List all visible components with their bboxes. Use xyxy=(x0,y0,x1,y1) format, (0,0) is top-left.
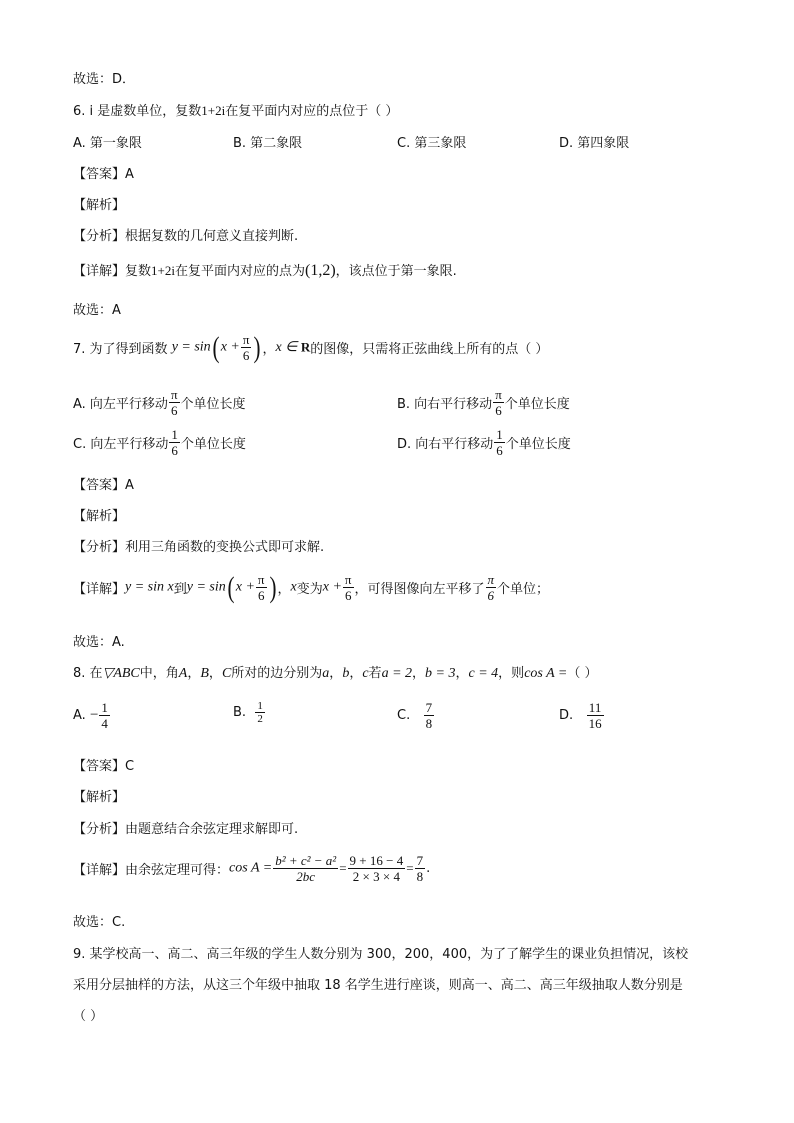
opt-text: C. 向左平行移动 xyxy=(73,437,169,452)
xiangjie-tag: 【详解】 xyxy=(73,582,126,597)
frac-num: π xyxy=(242,332,250,347)
q8-stem xyxy=(73,662,597,682)
frac-num: 11 xyxy=(588,700,602,715)
q8-text: 中，角 xyxy=(139,666,179,681)
q6-stem-tail: 在复平面内对应的点位于（ ） xyxy=(225,104,399,119)
xj-tail: ，可得图像向左平移了 xyxy=(354,582,485,597)
q8-side-c: c xyxy=(362,666,369,681)
xj-end: . xyxy=(426,861,431,876)
paren-right: ) xyxy=(269,570,276,604)
fenxi-text: 利用三角函数的变换公式即可求解. xyxy=(125,540,325,555)
answer-tag: 【答案】 xyxy=(73,478,126,493)
frac-den: 6 xyxy=(171,443,178,458)
q6-fenxi xyxy=(73,225,298,244)
opt-text: D. 向右平行移动 xyxy=(397,437,494,452)
q7-option-c xyxy=(73,427,246,458)
q8-xiangjie xyxy=(73,853,430,884)
xj-eq: = xyxy=(406,860,414,876)
answer-tag: 【答案】 xyxy=(73,759,126,774)
q6-option-a: A. 第一象限 xyxy=(73,136,142,151)
q8-comma: ， xyxy=(349,666,363,681)
q7-fn-lhs: y = sin xyxy=(171,339,211,355)
xj-x-plus: x + xyxy=(235,579,255,595)
q6-answer xyxy=(73,163,134,182)
q8-side-a: a xyxy=(322,666,330,681)
q9-line-1: 9. 某学校高一、高二、高三年级的学生人数分别为 300，200，400，为了了解学生的课业负担情况，该校 xyxy=(73,947,689,962)
xiangjie-tag: 【详解】 xyxy=(73,863,126,878)
opt-text: A. 向左平行移动 xyxy=(73,397,168,412)
frac-den: 6 xyxy=(486,587,497,603)
opt-unit: 个单位长度 xyxy=(180,397,246,412)
answer-value: A xyxy=(125,167,134,182)
q8-option-b xyxy=(233,700,266,725)
q7-comma: ， xyxy=(262,342,276,357)
frac-den: 8 xyxy=(416,869,424,884)
xj-frac-pi6 xyxy=(256,572,267,603)
frac-den: 2bc xyxy=(273,868,338,884)
answer-tag: 【答案】 xyxy=(73,167,126,182)
q8-eq-b: b = 3 xyxy=(425,666,456,681)
q7-frac-pi6 xyxy=(241,332,252,363)
q7-domain: x ∈ xyxy=(275,340,301,355)
q8-option-a xyxy=(73,700,111,731)
frac-den: 4 xyxy=(101,716,108,731)
q7-stem-text: 7. 为了得到函数 xyxy=(73,342,168,357)
q8-side-b: b xyxy=(342,666,350,681)
q8-text: ，则 xyxy=(498,666,525,681)
xj-eq: = xyxy=(339,860,347,876)
q9-line-2: 采用分层抽样的方法，从这三个年级中抽取 18 名学生进行座谈，则高一、高二、高三年级抽取人数分别是 xyxy=(73,978,683,993)
fenxi-tag: 【分析】 xyxy=(73,229,126,244)
q8-answer xyxy=(73,755,134,774)
frac-num: π xyxy=(495,387,502,402)
xj-point: (1,2) xyxy=(305,262,336,279)
frac-num: b² + c² − a² xyxy=(275,853,337,868)
opt-frac xyxy=(493,387,504,418)
q7-option-a xyxy=(73,387,246,418)
frac-num: π xyxy=(170,387,178,402)
q7-analysis-tag: 【解析】 xyxy=(73,509,126,524)
frac-num: 7 xyxy=(416,853,424,868)
opt-frac xyxy=(99,700,110,731)
opt-unit: 个单位长度 xyxy=(505,437,571,452)
q8-analysis-tag: 【解析】 xyxy=(73,790,126,805)
q8-text: 若 xyxy=(368,666,382,681)
frac-num: π xyxy=(344,572,352,587)
q7-fn-x: x + xyxy=(220,339,240,355)
xj-frac-pi6-b xyxy=(343,572,354,603)
xj-frac-1 xyxy=(273,853,338,884)
q6-option-b: B. 第二象限 xyxy=(233,136,303,151)
q8-cosa: cos A = xyxy=(524,666,568,681)
frac-den: 8 xyxy=(425,716,433,731)
q7-option-d xyxy=(397,427,571,458)
q6-xiangjie xyxy=(73,260,457,280)
q8-angle-c: C xyxy=(221,666,232,681)
xj-frac-3 xyxy=(415,853,426,884)
opt-text: B. 向右平行移动 xyxy=(397,397,493,412)
xj-text: ，该点位于第一象限. xyxy=(335,264,457,279)
xj-x: x xyxy=(290,579,297,595)
opt-frac xyxy=(494,427,505,458)
opt-label: D. xyxy=(559,708,574,723)
q8-eq-a: a = 2 xyxy=(381,666,413,681)
answer-value: A xyxy=(125,478,134,493)
frac-den: 6 xyxy=(343,587,354,603)
q8-angle-b: B xyxy=(200,666,209,681)
q8-fenxi xyxy=(73,818,298,837)
xj-to: 到 xyxy=(173,582,187,597)
frac-den: 6 xyxy=(256,587,267,603)
frac-den: 6 xyxy=(493,402,504,418)
fenxi-text: 根据复数的几何意义直接判断. xyxy=(125,229,299,244)
opt-frac xyxy=(587,700,604,731)
xj-frac-2 xyxy=(348,853,406,884)
opt-label: B. xyxy=(233,705,247,720)
q8-text: （ ） xyxy=(567,666,598,681)
opt-frac xyxy=(424,700,435,731)
q7-stem xyxy=(73,332,548,363)
xj-expr: 1+2i xyxy=(151,263,175,278)
paren-right: ) xyxy=(253,330,261,364)
frac-den: 16 xyxy=(588,716,602,731)
prev-choice: 故选：D． xyxy=(73,72,136,87)
q7-fenxi xyxy=(73,536,324,555)
q8-option-c xyxy=(397,700,435,731)
q6-option-d: D. 第四象限 xyxy=(559,136,630,151)
q8-triangle: ▽ABC xyxy=(102,666,140,681)
fenxi-tag: 【分析】 xyxy=(73,540,126,555)
q8-comma: ， xyxy=(455,666,469,681)
q8-comma: ， xyxy=(208,666,222,681)
frac-num: π xyxy=(487,572,495,587)
frac-num: 7 xyxy=(425,700,433,715)
xj-lhs: y = sin x xyxy=(125,579,174,595)
q8-text: 8. 在 xyxy=(73,666,103,681)
opt-label: A. xyxy=(73,708,86,723)
xj-sep: ， xyxy=(277,582,291,597)
paren-left: ( xyxy=(212,330,220,364)
q8-comma: ， xyxy=(187,666,201,681)
q7-stem-tail: 的图像，只需将正弦曲线上所有的点（ ） xyxy=(310,342,549,357)
frac-den: 6 xyxy=(241,347,252,363)
frac-num: 1 xyxy=(496,427,503,442)
fenxi-text: 由题意结合余弦定理求解即可. xyxy=(125,822,299,837)
paren-left: ( xyxy=(227,570,235,604)
xj-cos: cos A = xyxy=(229,860,273,876)
q8-option-d xyxy=(559,700,605,731)
frac-num: 1 xyxy=(257,700,263,712)
opt-frac xyxy=(169,387,180,418)
q6-stem-text: 6. i 是虚数单位，复数 xyxy=(73,104,202,119)
opt-frac xyxy=(169,427,180,458)
opt-unit: 个单位长度 xyxy=(504,397,570,412)
opt-label: C. xyxy=(397,708,411,723)
q8-eq-c: c = 4 xyxy=(468,666,499,681)
frac-den: 2 xyxy=(257,713,263,725)
frac-num: 1 xyxy=(101,700,108,715)
opt-unit: 个单位长度 xyxy=(180,437,246,452)
q7-answer xyxy=(73,474,134,493)
q8-angle-a: A xyxy=(178,666,188,681)
xj-text: 在复平面内对应的点为 xyxy=(174,264,305,279)
q9-line-3: （ ） xyxy=(73,1009,104,1024)
frac-num: 1 xyxy=(171,427,178,442)
q6-analysis-tag: 【解析】 xyxy=(73,198,126,213)
frac-num: π xyxy=(257,572,265,587)
frac-den: 6 xyxy=(496,443,503,458)
q7-option-b xyxy=(397,387,570,418)
xj-text: 复数 xyxy=(125,264,152,279)
xj-bian: 变为 xyxy=(296,582,323,597)
xj-xplus: x + xyxy=(322,579,342,595)
fenxi-tag: 【分析】 xyxy=(73,822,126,837)
q6-option-c: C. 第三象限 xyxy=(397,136,467,151)
q8-text: 所对的边分别为 xyxy=(231,666,323,681)
xj-frac-pi6-c xyxy=(486,572,497,603)
xj-tail: 个单位； xyxy=(497,582,550,597)
q8-comma: ， xyxy=(329,666,343,681)
answer-value: C xyxy=(125,759,135,774)
opt-frac xyxy=(255,700,265,725)
q8-comma: ， xyxy=(412,666,426,681)
q6-expr: 1+2i xyxy=(201,103,226,118)
q7-choice: 故选：A. xyxy=(73,635,125,650)
xj-rhs: y = sin xyxy=(186,579,226,595)
frac-den: 2 × 3 × 4 xyxy=(348,868,406,884)
opt-sign: − xyxy=(89,707,99,723)
frac-num: 9 + 16 − 4 xyxy=(349,853,404,868)
q6-choice: 故选：A xyxy=(73,303,121,318)
xiangjie-tag: 【详解】 xyxy=(73,264,126,279)
q6-stem xyxy=(73,100,398,119)
q7-xiangjie xyxy=(73,572,549,603)
frac-den: 6 xyxy=(169,402,180,418)
q8-choice: 故选：C. xyxy=(73,915,126,930)
q7-real-set: R xyxy=(300,339,311,355)
xj-text: 由余弦定理可得： xyxy=(125,863,230,878)
